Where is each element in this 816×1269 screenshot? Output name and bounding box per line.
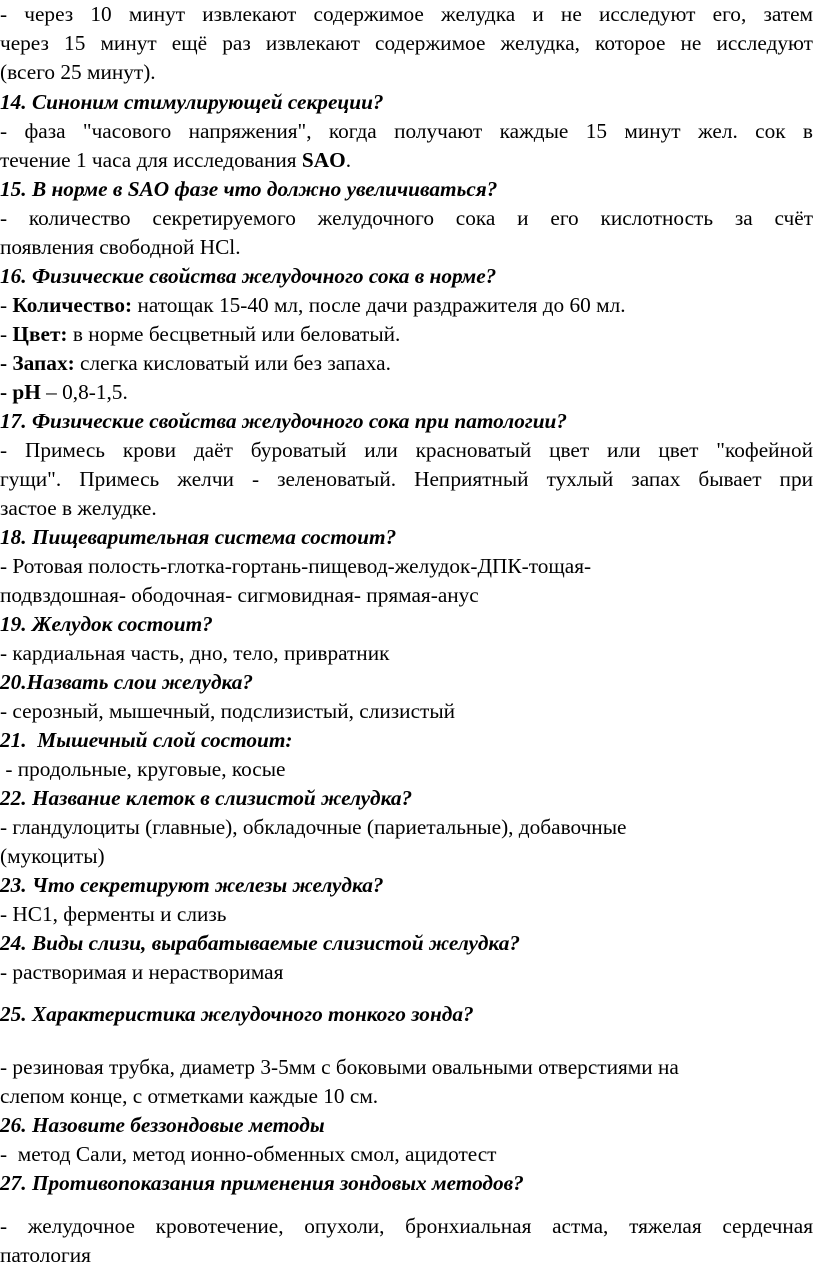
answer-14-text: течение 1 часа для исследования [0, 148, 302, 172]
answer-20: - серозный, мышечный, подслизистый, слизистый [0, 699, 456, 723]
question-14-title: 14. Синоним стимулирующей секреции? [0, 90, 384, 114]
answer-19: - кардиальная часть, дно, тело, привратник [0, 641, 390, 665]
answer-23: - HC1, ферменты и слизь [0, 902, 227, 926]
question-21-title: 21. Мышечный слой состоит: [0, 728, 293, 752]
question-22-title: 22. Название клеток в слизистой желудка? [0, 786, 413, 810]
answer-21: - продольные, круговые, косые [0, 757, 286, 781]
answer-18-line-1: - Ротовая полость-глотка-гортань-пищевод-желудок-ДПК-тощая- [0, 554, 592, 578]
intro-line-3: (всего 25 минут). [0, 60, 156, 84]
item-label: - pH [0, 380, 41, 404]
question-20-title: 20.Назвать слои желудка? [0, 670, 254, 694]
answer-16-item [0, 349, 813, 377]
answer-25-line-2: слепом конце, с отметками каждые 10 см. [0, 1084, 379, 1108]
answer-14-line-2 [0, 146, 813, 174]
question-27-title: 27. Противопоказания применения зондовых методов? [0, 1171, 524, 1195]
answer-24: - растворимая и нерастворимая [0, 960, 284, 984]
question-19-title: 19. Желудок состоит? [0, 612, 213, 636]
answer-18-line-2: подвздошная- ободочная- сигмовидная- прямая-анус [0, 583, 479, 607]
question-25-title: 25. Характеристика желудочного тонкого зонда? [0, 1002, 474, 1026]
question-15-title: 15. В норме в SAO фазе что должно увеличиваться? [0, 177, 498, 201]
item-label: Количество: [12, 293, 133, 317]
item-text: – 0,8-1,5. [40, 380, 128, 404]
answer-16-item [0, 378, 813, 406]
answer-17-line-3: застое в желудке. [0, 496, 157, 520]
item-prefix: - [0, 322, 13, 346]
item-text: в норме бесцветный или беловатый. [67, 322, 401, 346]
answer-22-line-2: (мукоциты) [0, 844, 105, 868]
question-26-title: 26. Назовите беззондовые методы [0, 1113, 325, 1137]
intro-line-2: через 15 минут ещё раз извлекают содержимое желудка, которое не исследуют [0, 31, 813, 55]
answer-15-line-2: появления свободной HCl. [0, 235, 241, 259]
answer-14-line-1: - фаза "часового напряжения", когда получают каждые 15 минут жел. сок в [0, 119, 813, 143]
question-23-title: 23. Что секретируют железы желудка? [0, 873, 384, 897]
answer-14-bold: SAO [301, 148, 346, 172]
answer-27-line-2: патология [0, 1243, 91, 1267]
item-text: слегка кисловатый или без запаха. [74, 351, 391, 375]
answer-26: - метод Сали, метод ионно-обменных смол, ацидотест [0, 1142, 497, 1166]
question-24-title: 24. Виды слизи, вырабатываемые слизистой желудка? [0, 931, 520, 955]
answer-16-item [0, 291, 813, 319]
item-label: Цвет: [12, 322, 68, 346]
answer-16-item [0, 320, 813, 348]
answer-17-line-1: - Примесь крови даёт буроватый или красноватый цвет или цвет "кофейной [0, 438, 813, 462]
question-16-title: 16. Физические свойства желудочного сока в норме? [0, 264, 497, 288]
answer-27-line-1: - желудочное кровотечение, опухоли, бронхиальная астма, тяжелая сердечная [0, 1214, 813, 1238]
question-18-title: 18. Пищеварительная система состоит? [0, 525, 397, 549]
answer-14-end: . [345, 148, 352, 172]
answer-17-line-2: гущи". Примесь желчи - зеленоватый. Неприятный тухлый запах бывает при [0, 467, 813, 491]
intro-line-1: - через 10 минут извлекают содержимое желудка и не исследуют его, затем [0, 2, 813, 26]
answer-15-line-1: - количество секретируемого желудочного сока и его кислотность за счёт [0, 206, 813, 230]
answer-25-line-1: - резиновая трубка, диаметр 3-5мм с боковыми овальными отверстиями на [0, 1055, 679, 1079]
answer-22-line-1: - гландулоциты (главные), обкладочные (париетальные), добавочные [0, 815, 627, 839]
item-label: - Запах: [0, 351, 75, 375]
item-text: натощак 15-40 мл, после дачи раздражителя до 60 мл. [132, 293, 626, 317]
question-17-title: 17. Физические свойства желудочного сока при патологии? [0, 409, 568, 433]
item-prefix: - [0, 293, 13, 317]
